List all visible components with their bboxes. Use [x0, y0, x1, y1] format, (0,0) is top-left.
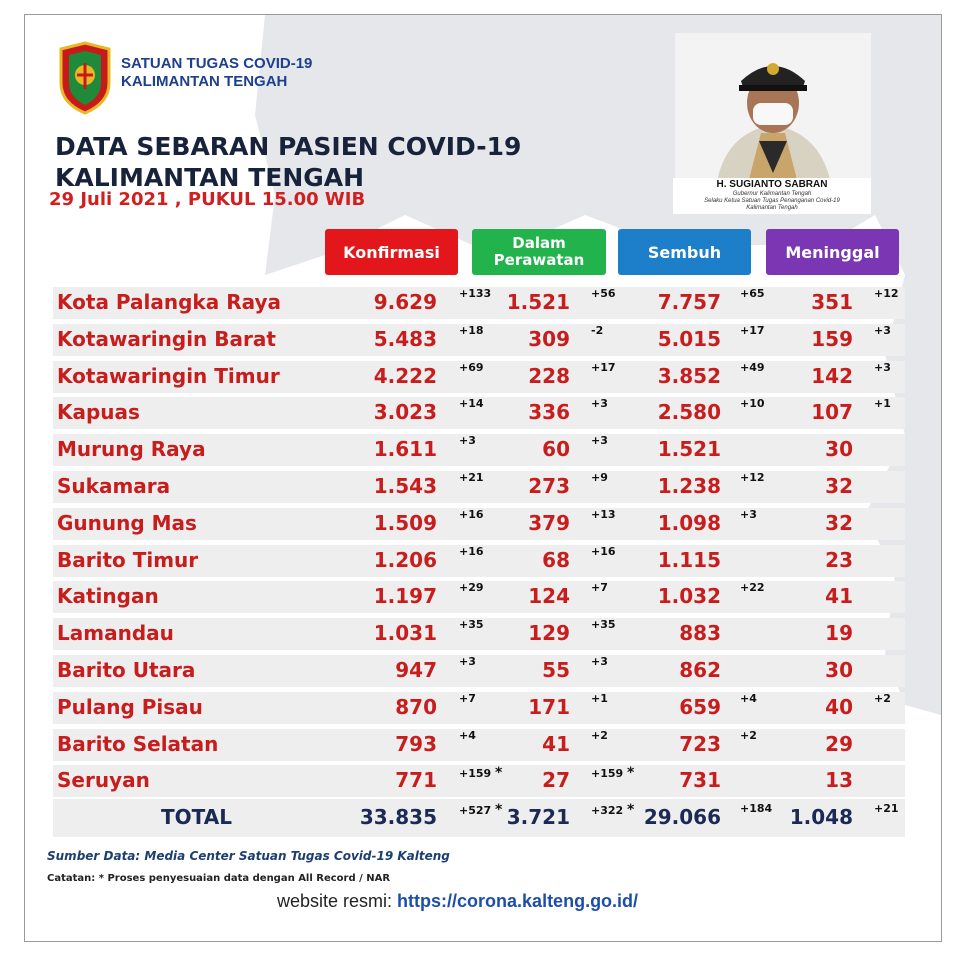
region-name: Gunung Mas [57, 511, 197, 535]
perawatan-delta: +17 [591, 361, 616, 374]
sembuh-value: 883 [679, 621, 721, 645]
governor-name: H. SUGIANTO SABRAN [716, 179, 828, 190]
meninggal-value: 13 [825, 768, 853, 792]
perawatan-value: 27 [542, 768, 570, 792]
sembuh-value: 731 [679, 768, 721, 792]
perawatan-delta: +1 [591, 692, 608, 705]
konfirmasi-value: 9.629 [373, 290, 437, 314]
governor-role-3: Kalimantan Tengah [746, 205, 798, 211]
sembuh-value: 7.757 [657, 290, 721, 314]
konfirmasi-value: 33.835 [359, 805, 437, 829]
konfirmasi-value: 1.197 [373, 584, 437, 608]
sembuh-delta: +184 [740, 802, 773, 815]
perawatan-value: 68 [542, 548, 570, 572]
sembuh-value: 2.580 [657, 400, 721, 424]
total-row [53, 799, 905, 837]
konfirmasi-delta: +4 [459, 729, 476, 742]
konfirmasi-delta: +3 [459, 434, 476, 447]
perawatan-value: 309 [528, 327, 570, 351]
region-name: Kotawaringin Barat [57, 327, 276, 351]
sembuh-value: 1.521 [657, 437, 721, 461]
konfirmasi-value: 3.023 [373, 400, 437, 424]
konfirmasi-value: 1.206 [373, 548, 437, 572]
perawatan-delta: +16 [591, 545, 616, 558]
konfirmasi-value: 5.483 [373, 327, 437, 351]
meninggal-delta: +2 [874, 692, 891, 705]
sembuh-delta: +12 [740, 471, 765, 484]
meninggal-value: 32 [825, 511, 853, 535]
region-name: Katingan [57, 584, 159, 608]
sembuh-value: 862 [679, 658, 721, 682]
konfirmasi-value: 771 [395, 768, 437, 792]
table-row [53, 508, 905, 540]
konfirmasi-value: 947 [395, 658, 437, 682]
sembuh-delta: +22 [740, 581, 765, 594]
table-row [53, 397, 905, 429]
sembuh-delta: +49 [740, 361, 765, 374]
konfirmasi-value: 793 [395, 732, 437, 756]
perawatan-delta: +2 [591, 729, 608, 742]
konfirmasi-value: 1.509 [373, 511, 437, 535]
perawatan-delta: +3 [591, 655, 608, 668]
meninggal-value: 107 [811, 400, 853, 424]
title-line-2: KALIMANTAN TENGAH [55, 163, 365, 192]
region-name: Kota Palangka Raya [57, 290, 282, 314]
meninggal-value: 159 [811, 327, 853, 351]
sembuh-value: 1.032 [657, 584, 721, 608]
governor-caption [673, 178, 871, 214]
konfirmasi-value: 1.031 [373, 621, 437, 645]
meninggal-delta: +1 [874, 397, 891, 410]
header-konfirmasi: Konfirmasi [325, 229, 458, 275]
konfirmasi-delta: +7 [459, 692, 476, 705]
org-line-2: KALIMANTAN TENGAH [121, 73, 288, 90]
sembuh-value: 1.115 [657, 548, 721, 572]
sembuh-value: 1.098 [657, 511, 721, 535]
konfirmasi-delta: +159 * [459, 765, 503, 781]
header-meninggal: Meninggal [766, 229, 899, 275]
sembuh-value: 723 [679, 732, 721, 756]
data-source: Sumber Data: Media Center Satuan Tugas Covid-19 Kalteng [47, 849, 450, 863]
header-perawatan: Perawatan [493, 251, 585, 269]
sembuh-delta: +65 [740, 287, 765, 300]
konfirmasi-delta: +14 [459, 397, 484, 410]
table-row [53, 765, 905, 797]
perawatan-value: 60 [542, 437, 570, 461]
perawatan-delta: +322 * [591, 802, 635, 818]
infographic-frame [24, 14, 942, 942]
region-name: Kotawaringin Timur [57, 364, 280, 388]
meninggal-delta: +21 [874, 802, 899, 815]
perawatan-value: 41 [542, 732, 570, 756]
table-row [53, 361, 905, 393]
perawatan-value: 228 [528, 364, 570, 388]
region-name: Kapuas [57, 400, 140, 424]
table-row [53, 618, 905, 650]
sembuh-delta: +17 [740, 324, 765, 337]
table-row [53, 692, 905, 724]
perawatan-value: 273 [528, 474, 570, 498]
perawatan-delta: +56 [591, 287, 616, 300]
meninggal-value: 351 [811, 290, 853, 314]
meninggal-value: 1.048 [789, 805, 853, 829]
meninggal-value: 30 [825, 437, 853, 461]
konfirmasi-delta: +69 [459, 361, 484, 374]
org-name [121, 55, 312, 91]
perawatan-value: 55 [542, 658, 570, 682]
perawatan-delta: +3 [591, 397, 608, 410]
report-date: 29 Juli 2021 , PUKUL 15.00 WIB [49, 189, 366, 210]
website-line [277, 891, 638, 912]
website-label: website resmi: [277, 891, 398, 911]
konfirmasi-delta: +3 [459, 655, 476, 668]
region-name: Lamandau [57, 621, 174, 645]
sembuh-delta: +3 [740, 508, 757, 521]
konfirmasi-value: 1.543 [373, 474, 437, 498]
konfirmasi-delta: +16 [459, 545, 484, 558]
konfirmasi-delta: +18 [459, 324, 484, 337]
perawatan-value: 336 [528, 400, 570, 424]
table-row [53, 471, 905, 503]
table-row [53, 434, 905, 466]
data-note: Catatan: * Proses penyesuaian data dengan All Record / NAR [47, 873, 391, 884]
konfirmasi-value: 4.222 [373, 364, 437, 388]
sembuh-value: 659 [679, 695, 721, 719]
konfirmasi-delta: +21 [459, 471, 484, 484]
sembuh-value: 5.015 [657, 327, 721, 351]
perawatan-delta: +13 [591, 508, 616, 521]
konfirmasi-delta: +35 [459, 618, 484, 631]
meninggal-value: 29 [825, 732, 853, 756]
konfirmasi-delta: +29 [459, 581, 484, 594]
konfirmasi-value: 1.611 [373, 437, 437, 461]
perawatan-delta: +35 [591, 618, 616, 631]
header-dalam: Dalam [512, 234, 566, 252]
perawatan-delta: +9 [591, 471, 608, 484]
table-row [53, 545, 905, 577]
governor-photo [675, 33, 871, 195]
meninggal-value: 23 [825, 548, 853, 572]
meninggal-value: 30 [825, 658, 853, 682]
perawatan-value: 1.521 [506, 290, 570, 314]
header-dalam-perawatan [472, 229, 606, 275]
header-sembuh: Sembuh [618, 229, 751, 275]
sembuh-value: 1.238 [657, 474, 721, 498]
sembuh-delta: +10 [740, 397, 765, 410]
meninggal-value: 19 [825, 621, 853, 645]
meninggal-value: 32 [825, 474, 853, 498]
table-row [53, 581, 905, 613]
sembuh-value: 3.852 [657, 364, 721, 388]
title-line-1: DATA SEBARAN PASIEN COVID-19 [55, 132, 522, 161]
perawatan-delta: +3 [591, 434, 608, 447]
perawatan-value: 129 [528, 621, 570, 645]
region-name: Barito Selatan [57, 732, 219, 756]
perawatan-delta: -2 [591, 324, 604, 337]
perawatan-delta: +159 * [591, 765, 635, 781]
konfirmasi-value: 870 [395, 695, 437, 719]
org-line-1: SATUAN TUGAS COVID-19 [121, 55, 313, 72]
meninggal-value: 41 [825, 584, 853, 608]
meninggal-delta: +3 [874, 324, 891, 337]
region-name: Murung Raya [57, 437, 206, 461]
total-label: TOTAL [161, 805, 232, 829]
page-title [55, 131, 521, 193]
table-row [53, 729, 905, 761]
kalteng-emblem-logo [55, 41, 115, 115]
region-name: Barito Timur [57, 548, 199, 572]
konfirmasi-delta: +527 * [459, 802, 503, 818]
meninggal-value: 40 [825, 695, 853, 719]
perawatan-delta: +7 [591, 581, 608, 594]
region-name: Sukamara [57, 474, 171, 498]
table-row [53, 324, 905, 356]
perawatan-value: 171 [528, 695, 570, 719]
region-name: Barito Utara [57, 658, 196, 682]
konfirmasi-delta: +16 [459, 508, 484, 521]
region-name: Pulang Pisau [57, 695, 203, 719]
meninggal-value: 142 [811, 364, 853, 388]
website-url[interactable]: https://corona.kalteng.go.id/ [397, 891, 639, 911]
meninggal-delta: +3 [874, 361, 891, 374]
meninggal-delta: +12 [874, 287, 899, 300]
perawatan-value: 3.721 [506, 805, 570, 829]
governor-role-1: Gubernur Kalimantan Tengah [732, 191, 812, 197]
region-name: Seruyan [57, 768, 150, 792]
table-row [53, 655, 905, 687]
table-row [53, 287, 905, 319]
sembuh-delta: +4 [740, 692, 757, 705]
sembuh-value: 29.066 [643, 805, 721, 829]
perawatan-value: 379 [528, 511, 570, 535]
governor-role-2: Selaku Ketua Satuan Tugas Penanganan Covid-19 [704, 198, 840, 204]
konfirmasi-delta: +133 [459, 287, 492, 300]
sembuh-delta: +2 [740, 729, 757, 742]
perawatan-value: 124 [528, 584, 570, 608]
